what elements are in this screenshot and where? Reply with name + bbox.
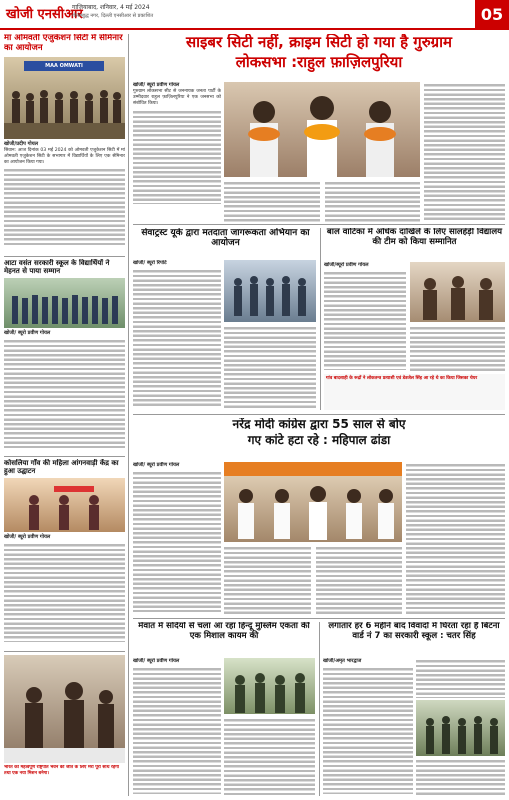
story-body-text bbox=[416, 758, 505, 796]
students-image bbox=[4, 278, 125, 328]
inauguration-image bbox=[4, 478, 125, 532]
story-school-body-3 bbox=[416, 758, 505, 796]
story-kosaliya bbox=[4, 459, 125, 649]
story-body-text bbox=[133, 666, 221, 794]
sevatrust-photo bbox=[224, 260, 316, 322]
story-maa-omwati bbox=[4, 34, 125, 254]
section-divider bbox=[4, 456, 125, 457]
story-gurugram-body-under-photo bbox=[224, 180, 420, 222]
photo-banner: MAA OMWATI bbox=[24, 61, 104, 71]
story-body-text bbox=[224, 717, 315, 796]
section-divider bbox=[133, 618, 505, 619]
story-school-headline bbox=[323, 622, 505, 656]
photo-caption: भारत को महत्वपूर्ण राष्ट्रपति भवन की जीत के लिए मेरा पूरा साथ रहेगा तथा एक नया मिशन बनेगा। bbox=[4, 765, 119, 776]
main-headline-line1: साइबर सिटी नहीं, क्राइम सिटी हो गया है गुरुग्राम bbox=[186, 34, 452, 51]
photo-caption: गांव बादशाही के रूद्रों ने लोकतन्त्र प्रत्याशी एवं डेडजेल सिंह आ रहे थे का किया जिसका चेयर bbox=[326, 376, 478, 381]
story-headline-line2: गए कांटे हटा रहे : महिपाल ढांडा bbox=[247, 432, 391, 447]
story-byline: खोजी/ ब्यूरो प्रवीण गोयल bbox=[133, 462, 180, 468]
story-sevatrust-headline bbox=[133, 228, 318, 258]
story-mewat-body bbox=[133, 658, 221, 796]
seminar-photo bbox=[4, 57, 125, 139]
story-gurugram-body-right bbox=[424, 82, 505, 222]
page-number: 05 bbox=[475, 0, 509, 30]
dateline: गाज़ियाबाद, शनिवार, 4 मई 2024 bbox=[72, 4, 150, 11]
story-school-body bbox=[323, 658, 413, 796]
story-byline: खोजी/प्रदीप गोयल bbox=[4, 140, 38, 147]
school-team-image bbox=[410, 262, 505, 322]
column-divider bbox=[320, 228, 321, 410]
story-headline: लगातार हर 6 महीने बाद विवादों में घिरता रहा है बिटना वार्ड नं 7 का सरकारी स्कूल : चतर सिंह bbox=[328, 622, 500, 641]
story-body-text bbox=[133, 268, 221, 408]
story-sevatrust-body bbox=[133, 260, 221, 410]
story-byline: खोजी/ब्यूरो प्रवीण गोयल bbox=[324, 262, 369, 268]
story-gurugram-body bbox=[133, 82, 221, 222]
story-byline: खोजी/ ब्यूरो प्रवीण गोयल bbox=[133, 82, 180, 88]
photo-caption-block bbox=[4, 765, 125, 797]
story-headline: कोसलिया गाँव की महिला आंगनवाड़ी केंद्र का हुआ उद्घाटन bbox=[4, 459, 119, 476]
story-body-text bbox=[324, 270, 406, 370]
main-headline-line2: लोकसभा :राहुल फ़ाज़िलपुरिया bbox=[235, 53, 403, 72]
story-aata-school bbox=[4, 259, 125, 454]
school-protest-image bbox=[416, 700, 505, 756]
meeting-image bbox=[4, 655, 125, 763]
narendra-photo bbox=[224, 462, 402, 542]
story-body-text bbox=[323, 666, 413, 794]
story-body-text bbox=[224, 545, 311, 614]
story-balvatika-body bbox=[324, 262, 406, 372]
story-body-text bbox=[4, 167, 125, 247]
story-gurugram-headline bbox=[133, 34, 505, 80]
story-headline: मेवात में सदियों से चला आ रहा हिन्दू मुस्लिम एकता की एक मिशाल कायम की bbox=[138, 622, 310, 641]
voter-awareness-image bbox=[224, 260, 316, 322]
stage-meeting-image bbox=[224, 462, 402, 542]
politicians-garlanded-image bbox=[224, 82, 420, 177]
story-body-text bbox=[133, 470, 221, 612]
edition-line: गौतमबुद्ध नगर, दिल्ली एनसीआर से प्रकाशित bbox=[72, 13, 154, 19]
balvatika-caption-block bbox=[324, 374, 505, 410]
story-body-text bbox=[4, 338, 125, 448]
story-headline: सेवाट्रस्ट यूके द्वारा मतदाता जागरूकता अभियान का आयोजन bbox=[141, 228, 310, 249]
inauguration-photo bbox=[4, 478, 125, 532]
section-divider bbox=[133, 224, 505, 225]
school-photo bbox=[416, 700, 505, 756]
story-body-text bbox=[316, 545, 403, 614]
story-headline: बाल वाटिका में अधिक दाखिले के लिए सालहेड़ी विद्यालय की टीम को किया सम्मानित bbox=[326, 228, 503, 247]
story-body-text bbox=[133, 109, 221, 204]
story-headline-line1: नरेंद्र मोदी कांग्रेस द्वारा 55 साल से बोए bbox=[232, 418, 406, 431]
section-divider bbox=[133, 414, 505, 415]
newspaper-brand: खोजी एनसीआर bbox=[6, 7, 83, 22]
story-narendra-body-right bbox=[406, 462, 505, 614]
story-byline: खोजी/अमृत भारद्वाज bbox=[323, 658, 362, 664]
story-balvatika-body-2 bbox=[410, 325, 505, 372]
story-body-text bbox=[410, 325, 505, 372]
meeting-photo bbox=[4, 655, 125, 763]
story-body-text bbox=[325, 180, 421, 222]
story-byline: खोजी/ ब्यूरो प्रवीण गोयल bbox=[4, 330, 51, 337]
story-mewat-headline bbox=[133, 622, 315, 656]
story-body-text bbox=[4, 542, 125, 642]
section-divider bbox=[4, 651, 125, 652]
story-lead: गुरुग्राम लोकसभा सीट से जननायक जनता पार्टी के उम्मीदवार राहुल फ़ाज़िलपुरिया ने एक जनसभा को संबोधित किया। bbox=[133, 89, 221, 107]
story-body-text bbox=[416, 658, 505, 698]
story-lead: सिवान: आज दिनांक 03 मई 2024 को ओमवती एजुकेशन सिटी में मां ओमवती एजुकेशन सिटी के सभागार में विद्यार्थियों के लिए एक सेमिनार का आयोजन किया गया। bbox=[4, 147, 125, 165]
mewat-photo bbox=[224, 658, 315, 714]
column-divider bbox=[128, 34, 129, 796]
story-sevatrust-body-2 bbox=[224, 325, 316, 410]
story-body-text bbox=[406, 462, 505, 614]
community-gathering-image bbox=[224, 658, 315, 714]
column-divider bbox=[319, 622, 320, 796]
story-byline: खोजी/ ब्यूरो प्रवीण गोयल bbox=[4, 534, 51, 541]
section-divider bbox=[4, 256, 125, 257]
story-balvatika-headline bbox=[324, 228, 505, 260]
balvatika-photo bbox=[410, 262, 505, 322]
story-byline: खोजी/ ब्यूरो प्रवीण गोयल bbox=[133, 658, 180, 664]
group-of-people-image bbox=[4, 57, 125, 139]
story-body-text bbox=[224, 180, 320, 222]
masthead bbox=[0, 0, 509, 30]
story-byline: खोजी/ ब्यूरो रिपोर्ट bbox=[133, 260, 167, 266]
story-body-text bbox=[224, 325, 316, 410]
story-narendra-body bbox=[133, 462, 221, 614]
story-school-body-2 bbox=[416, 658, 505, 698]
story-mewat-body-2 bbox=[224, 717, 315, 796]
story-body-text bbox=[424, 82, 505, 222]
students-photo bbox=[4, 278, 125, 328]
story-narendra-headline bbox=[133, 418, 505, 458]
story-narendra-body-2 bbox=[224, 545, 402, 614]
rally-photo bbox=[224, 82, 420, 177]
story-headline: आटा वसंत सरकारी स्कूल के विद्यार्थियों ने मेहनत से पाया सम्मान bbox=[4, 259, 110, 276]
story-headline: मां ओमवती एजुकेशन सिटी में सेमिनार का आयोजन bbox=[4, 34, 123, 53]
